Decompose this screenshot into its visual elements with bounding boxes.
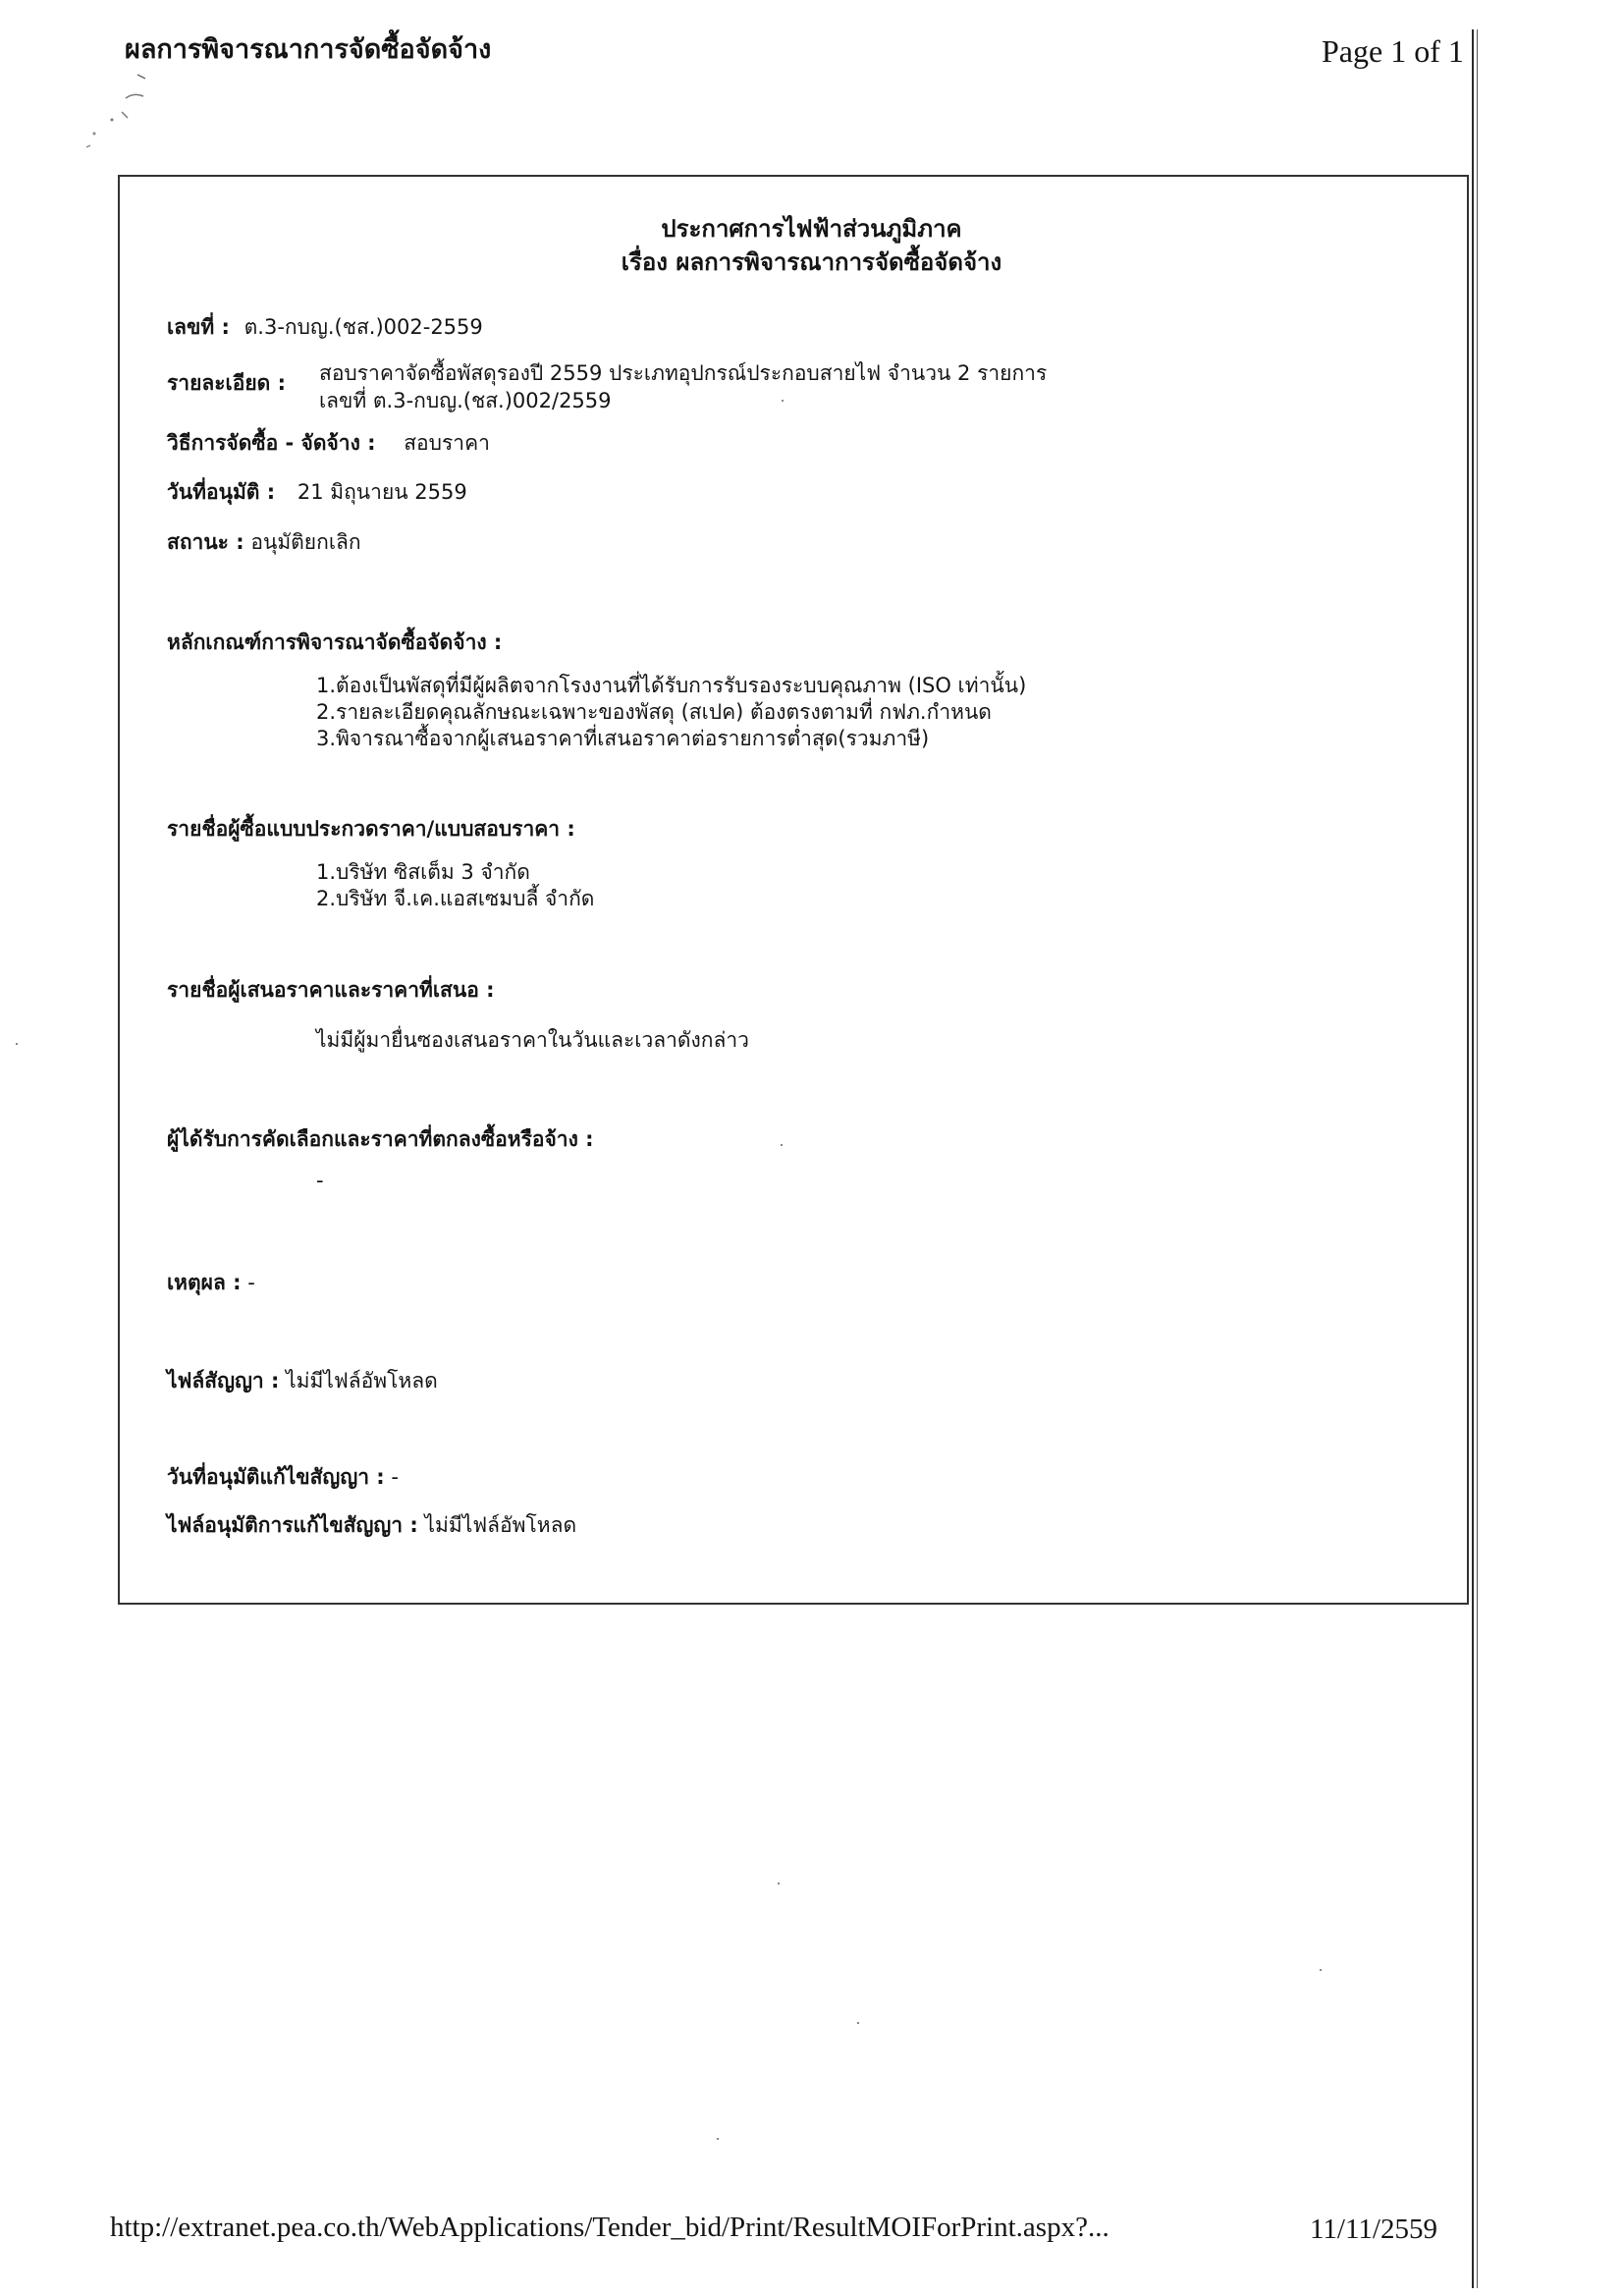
amend-date-label: วันที่อนุมัติแก้ไขสัญญา : [167,1465,385,1489]
contract-file-row [167,1365,438,1397]
buyers-label: รายชื่อผู้ซื้อแบบประกวดราคา/แบบสอบราคา : [167,817,575,841]
number-label: เลขที่ : [167,315,230,339]
announcement-heading: ประกาศการไฟฟ้าส่วนภูมิภาค [661,215,962,243]
amend-date-row [167,1461,399,1494]
scan-dot [778,1883,780,1885]
scan-dot [857,2022,859,2024]
status-row [167,526,361,559]
contract-file-value: ไม่มีไฟล์อัพโหลด [286,1369,438,1393]
amend-date-value: - [391,1465,399,1489]
reason-label: เหตุผล : [167,1271,242,1294]
method-label: วิธีการจัดซื้อ - จัดจ้าง : [167,431,376,455]
scan-dot [782,400,784,402]
method-value: สอบราคา [404,431,490,455]
winner-value: - [316,1169,324,1192]
scan-dot [16,1043,18,1045]
scan-dot [717,2138,719,2140]
scan-edge-line [1477,29,1478,2288]
detail-line-2: เลขที่ ต.3-กบญ.(ชส.)002/2559 [319,389,612,412]
detail-line-1: สอบราคาจัดซื้อพัสดุรองปี 2559 ประเภทอุปกรณ์ประกอบสายไฟ จำนวน 2 รายการ [319,361,1048,385]
amend-file-value: ไม่มีไฟล์อัพโหลด [424,1513,577,1537]
approve-date-value: 21 มิถุนายน 2559 [297,480,467,504]
scan-dot [1320,1969,1322,1971]
approve-date-label: วันที่อนุมัติ : [167,480,276,504]
amend-file-label: ไฟล์อนุมัติการแก้ไขสัญญา : [167,1513,418,1537]
scan-edge-line [1472,29,1474,2288]
scan-specks [82,69,171,157]
reason-row [167,1267,255,1299]
criteria-item: 2.รายละเอียดคุณลักษณะเฉพาะของพัสดุ (สเปค) ต้องตรงตามที่ กฟภ.กำหนด [316,700,992,724]
number-row [167,311,483,344]
criteria-item: 3.พิจารณาซื้อจากผู้เสนอราคาที่เสนอราคาต่อรายการต่ำสุด(รวมภาษี) [316,727,930,750]
print-header-title: ผลการพิจารณาการจัดซื้อจัดจ้าง [125,34,492,65]
footer-url: http://extranet.pea.co.th/WebApplications/Tender_bid/Print/ResultMOIForPrint.aspx?... [110,2212,1109,2243]
reason-value: - [247,1271,255,1294]
criteria-label: หลักเกณฑ์การพิจารณาจัดซื้อจัดจ้าง : [167,630,503,654]
contract-file-label: ไฟล์สัญญา : [167,1369,280,1393]
scan-dot [781,1144,783,1146]
announcement-subject: เรื่อง ผลการพิจารณาการจัดซื้อจัดจ้าง [621,248,1002,276]
bidders-value: ไม่มีผู้มายื่นซองเสนอราคาในวันและเวลาดังกล่าว [316,1028,749,1052]
method-row [167,427,490,460]
footer-date: 11/11/2559 [1310,2214,1437,2245]
status-value: อนุมัติยกเลิก [250,530,361,554]
number-value: ต.3-กบญ.(ชส.)002-2559 [243,315,483,339]
approve-date-row [167,476,467,509]
buyer-item: 2.บริษัท จี.เค.แอสเซมบลี้ จำกัด [316,887,595,910]
status-label: สถานะ : [167,530,244,554]
bidders-label: รายชื่อผู้เสนอราคาและราคาที่เสนอ : [167,978,495,1002]
buyer-item: 1.บริษัท ซิสเต็ม 3 จำกัด [316,860,530,884]
page-number: Page 1 of 1 [1322,33,1464,69]
criteria-item: 1.ต้องเป็นพัสดุที่มีผู้ผลิตจากโรงงานที่ได้รับการรับรองระบบคุณภาพ (ISO เท่านั้น) [316,674,1027,697]
winner-label: ผู้ได้รับการคัดเลือกและราคาที่ตกลงซื้อหรือจ้าง : [167,1127,594,1151]
amend-file-row [167,1509,576,1542]
detail-label: รายละเอียด : [167,371,286,395]
